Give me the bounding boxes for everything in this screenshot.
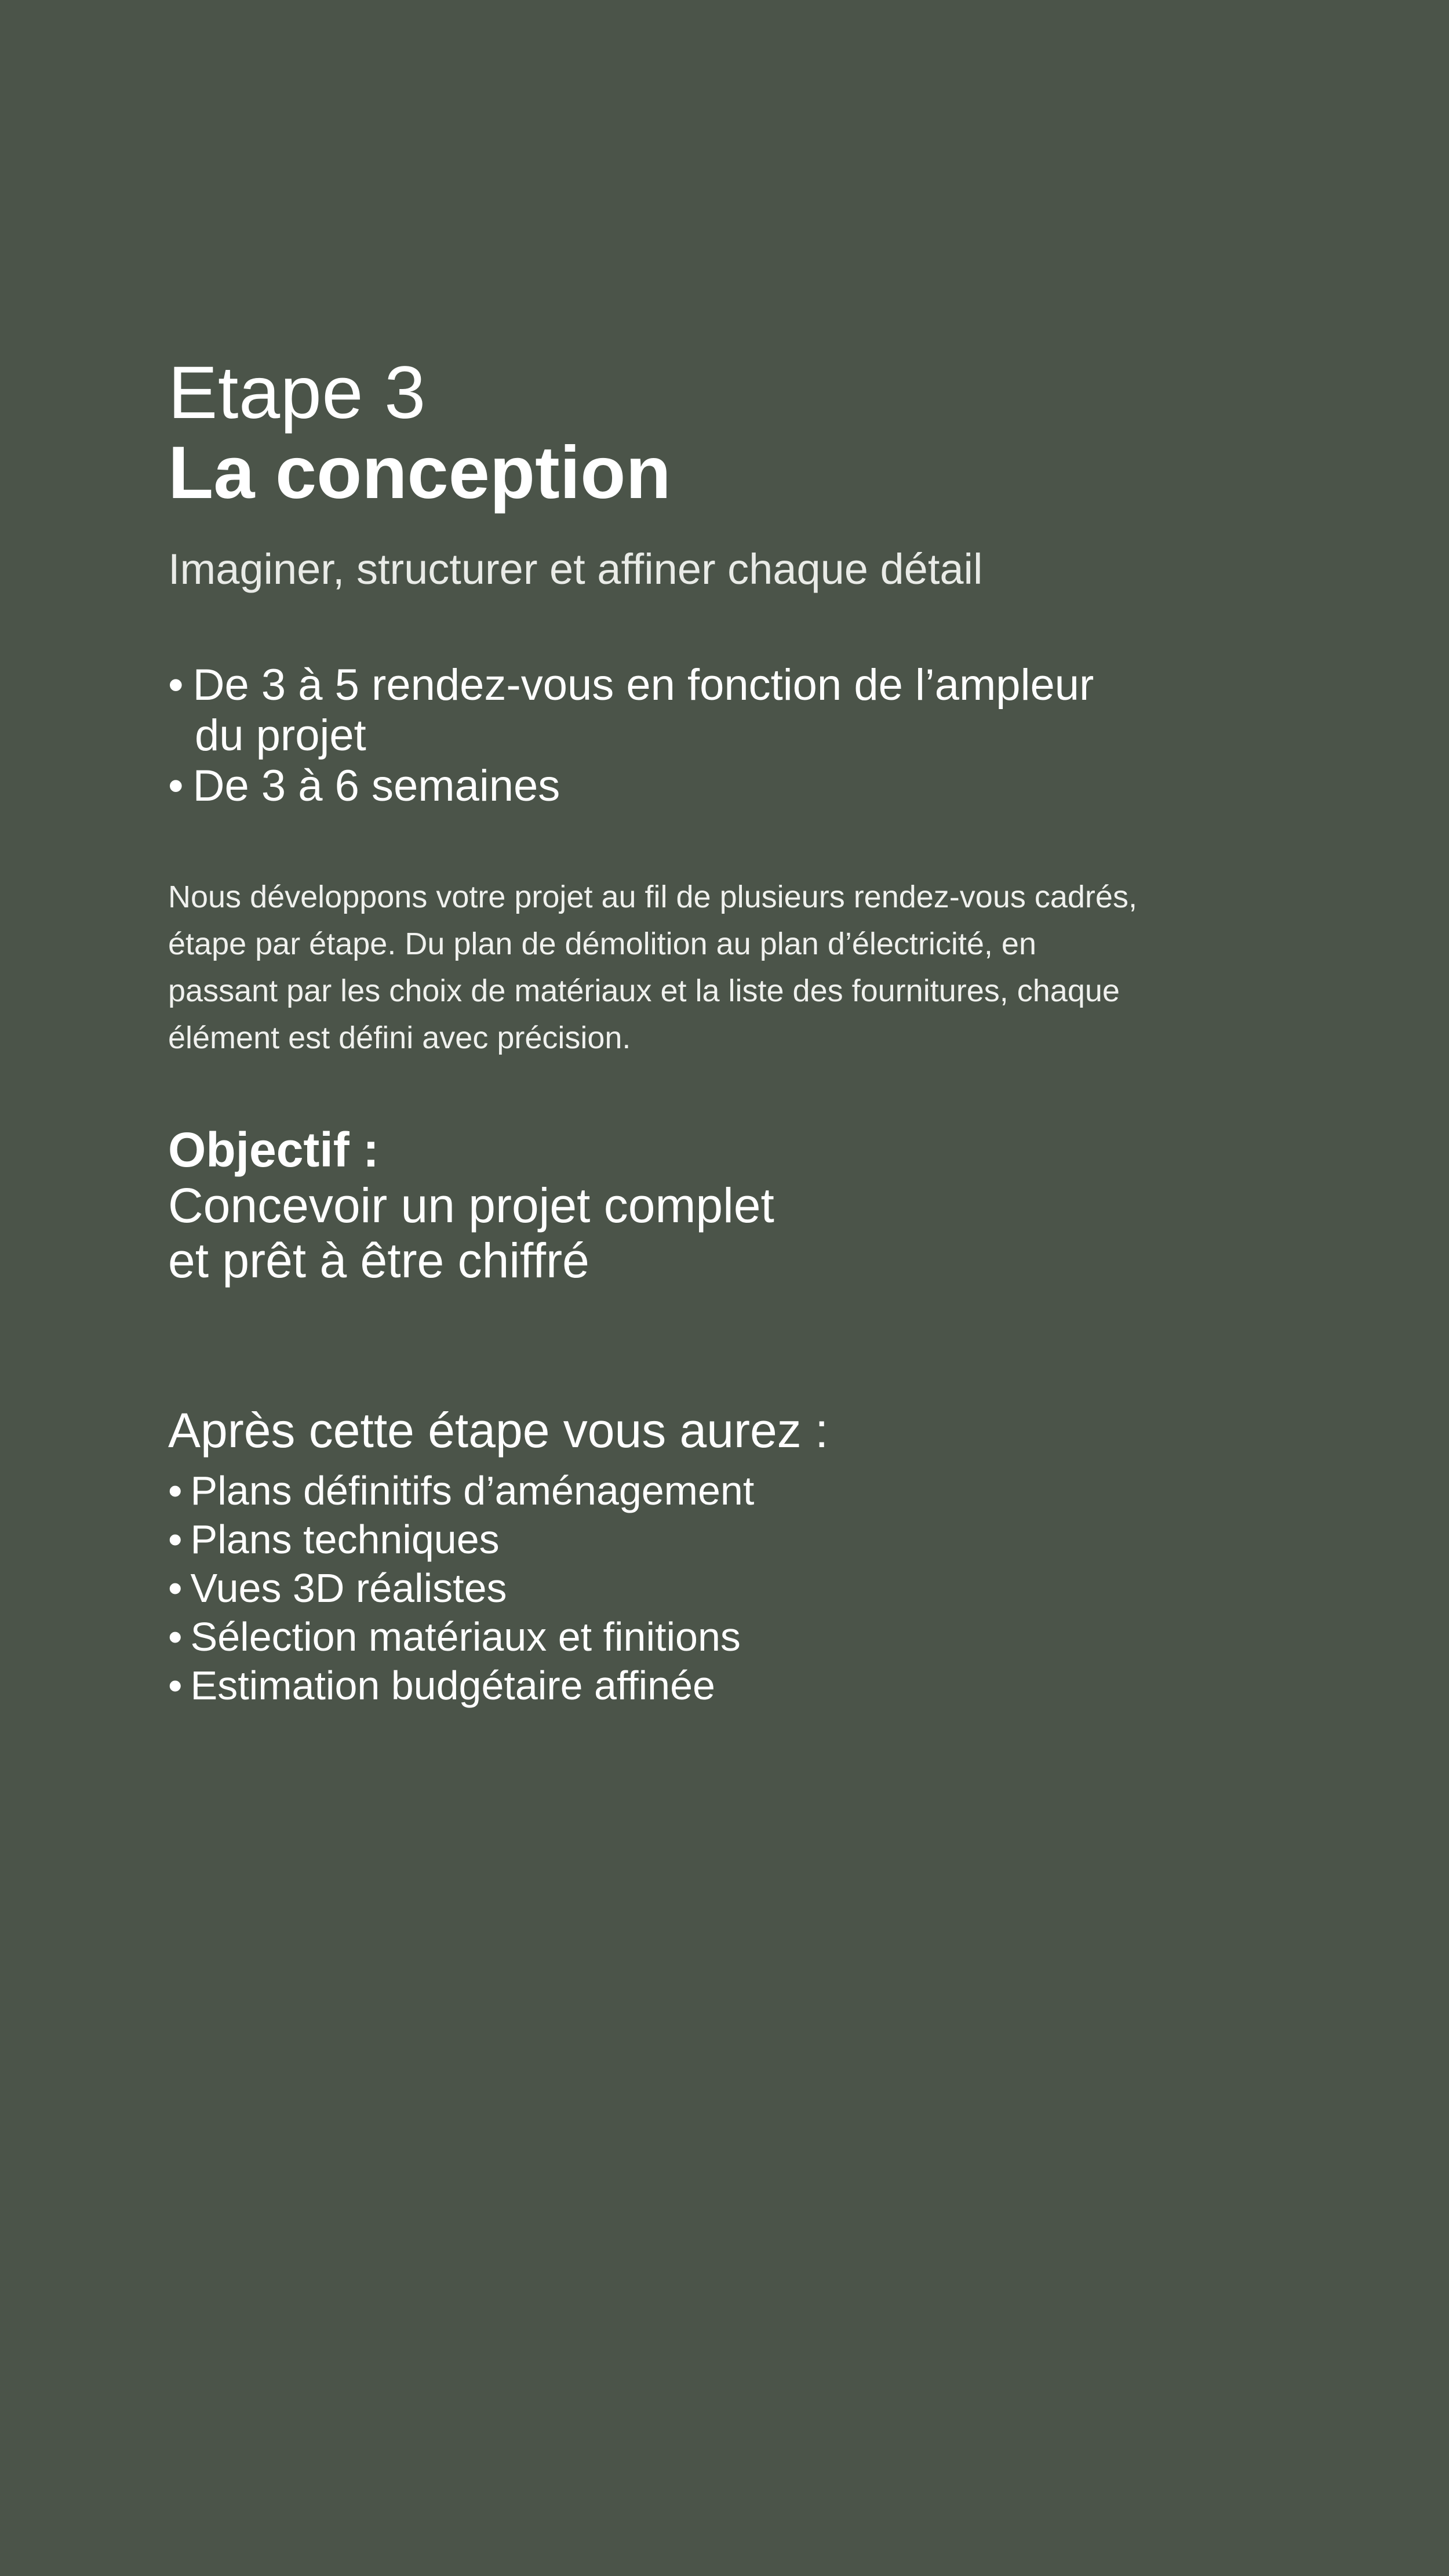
tagline: Imaginer, structurer et affiner chaque détail [168,545,983,594]
bullet-icon: • [168,761,184,811]
bullet-icon: • [168,1662,183,1708]
key-fact-text: De 3 à 5 rendez-vous en fonction de l’ampleur du projet [192,660,1094,760]
deliverable-text: Estimation budgétaire affinée [190,1662,715,1708]
list-item [168,1515,1211,1564]
bullet-icon: • [168,1516,183,1562]
objective-text [168,1178,1211,1289]
bullet-icon: • [168,1614,183,1659]
bullet-icon: • [168,1565,183,1611]
deliverable-text: Plans définitifs d’aménagement [190,1467,755,1513]
objective-block [168,1122,1211,1289]
objective-line-2: et prêt à être chiffré [168,1233,589,1288]
key-facts-list [168,660,1211,811]
deliverables-block [168,1403,1211,1709]
deliverable-text: Plans techniques [190,1516,500,1562]
list-item [168,1612,1211,1661]
deliverables-heading: Après cette étape vous aurez : [168,1403,829,1458]
deliverables-list [168,1466,1211,1710]
header-block [168,351,1211,595]
list-item [168,1466,1211,1515]
bullet-icon: • [168,1467,183,1513]
page-title: La conception [168,431,671,514]
step-label: Etape 3 [168,351,426,434]
list-item [168,1661,1211,1710]
objective-line-1: Concevoir un projet complet [168,1178,774,1233]
objective-label: Objectif : [168,1122,380,1178]
list-item [168,1564,1211,1612]
list-item [168,660,1095,761]
description-paragraph: Nous développons votre projet au fil de plusieurs rendez-vous cadrés, étape par étape. Du plan de démolition au plan d’électricité, en passant par les choix de matériaux et la liste des fournitures, chaque élément est défini avec précision. [168,880,1137,1056]
bullet-icon: • [168,660,184,710]
list-item [168,761,1095,812]
key-fact-text: De 3 à 6 semaines [192,761,560,811]
content-column [168,351,1211,1710]
deliverable-text: Vues 3D réalistes [190,1565,507,1611]
deliverable-text: Sélection matériaux et finitions [190,1614,741,1659]
